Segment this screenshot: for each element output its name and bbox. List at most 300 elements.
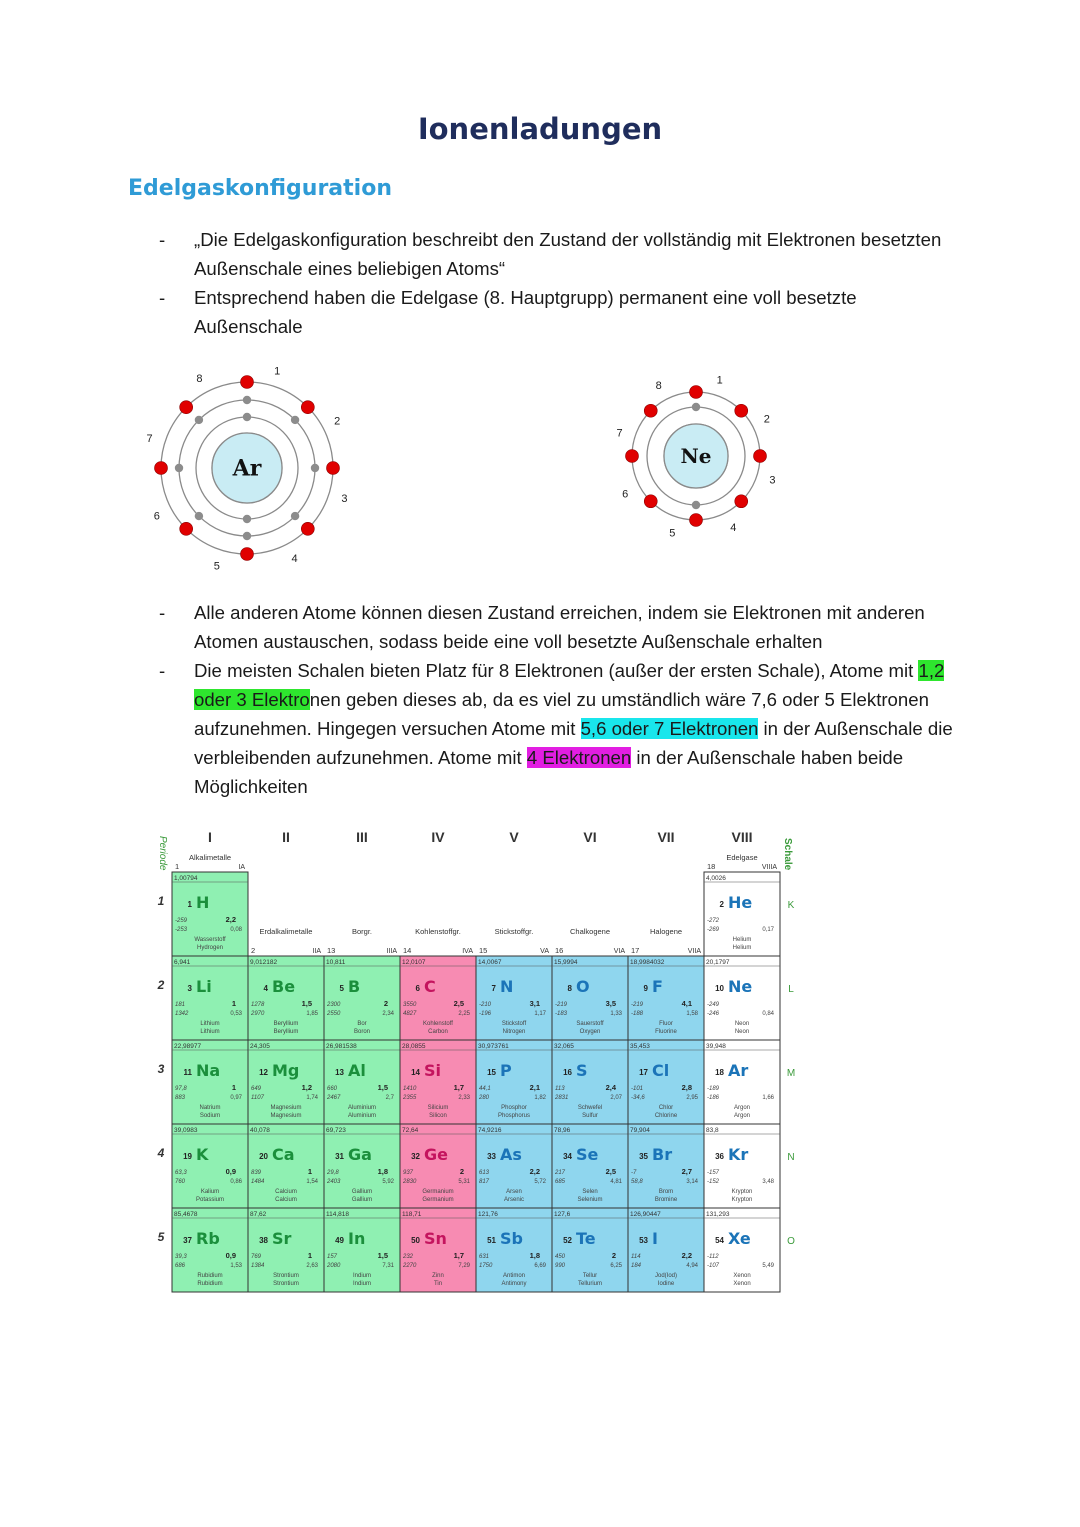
rule-text-2: nen geben dieses ab, da es viel zu umständlich wäre 7,6 oder 5 Elektronen aufzunehmen. Hingegen versuchen Atome mit [194, 689, 929, 739]
element-name: Sauerstoff [576, 1021, 604, 1027]
element-density: 3,48 [762, 1179, 774, 1185]
element-atomic-number: 34 [563, 1152, 572, 1161]
argon-inner-electron [195, 512, 203, 520]
element-density: 2,63 [306, 1263, 318, 1269]
element-melting-point: 63,3 [175, 1170, 187, 1176]
shell-letter: K [787, 900, 795, 911]
element-mass: 18,9984032 [630, 959, 665, 966]
element-name: Gallium [351, 1189, 373, 1195]
group-header: II [282, 829, 290, 845]
element-melting-point: 2300 [327, 1002, 341, 1008]
bullet-exchange: - Alle anderen Atome können diesen Zustand erreichen, indem sie Elektronen mit anderen Atomen austauschen, sodass beide eine voll besetzte Außenschale erhalten [155, 598, 955, 656]
element-melting-point: 660 [327, 1086, 338, 1092]
element-mass: 26,981538 [326, 1043, 357, 1050]
element-mass: 28,0855 [402, 1043, 426, 1050]
element-name: Phosphor [501, 1105, 527, 1111]
element-density: 0,08 [230, 927, 242, 933]
argon-outer-electron [327, 462, 340, 475]
element-atomic-number: 49 [335, 1236, 344, 1245]
element-density: 1,66 [762, 1095, 774, 1101]
element-melting-point: -272 [707, 918, 720, 924]
element-name: Rubidium [197, 1273, 223, 1279]
argon-outer-electron [301, 401, 314, 414]
group-number: 14 [403, 946, 412, 955]
element-melting-point: -157 [707, 1170, 720, 1176]
element-mass: 6,941 [174, 959, 191, 966]
neon-outer-electron [690, 514, 703, 527]
element-atomic-number: 12 [259, 1068, 268, 1077]
element-density: 3,14 [686, 1179, 698, 1185]
element-boiling-point: 817 [479, 1179, 490, 1185]
element-cell-mg [248, 1040, 324, 1124]
element-atomic-number: 53 [639, 1236, 648, 1245]
element-boiling-point: 990 [555, 1263, 566, 1269]
element-density: 1,54 [306, 1179, 318, 1185]
element-cell-bg [476, 1208, 552, 1292]
element-cell-bg [704, 872, 780, 956]
argon-inner-electron [311, 464, 319, 472]
element-cell-bg [704, 1124, 780, 1208]
element-melting-point: -210 [479, 1002, 492, 1008]
neon-inner-electron [692, 501, 700, 509]
shell-letter: L [788, 984, 794, 995]
element-symbol: H [196, 893, 210, 912]
element-mass: 121,76 [478, 1211, 498, 1218]
element-name-english: Iodine [657, 1281, 675, 1287]
element-name-english: Aluminium [347, 1113, 377, 1119]
element-atomic-number: 14 [411, 1068, 420, 1077]
argon-inner-electron [243, 413, 251, 421]
group-roman: IIIA [386, 948, 397, 955]
element-name: Magnesium [270, 1105, 302, 1111]
argon-inner-electron [243, 396, 251, 404]
argon-shell-svg [140, 360, 360, 575]
element-melting-point: -7 [631, 1170, 637, 1176]
element-electronegativity: 1,7 [453, 1251, 464, 1260]
element-name: Schwefel [577, 1105, 603, 1111]
element-name: Kohlenstoff [423, 1021, 453, 1027]
element-cell-bg [324, 1040, 400, 1124]
element-cell-si [400, 1040, 476, 1124]
argon-outer-electron [155, 462, 168, 475]
argon-electron-label: 2 [334, 415, 341, 428]
element-melting-point: 649 [251, 1086, 262, 1092]
element-cell-bg [400, 956, 476, 1040]
family-label: Halogene [649, 927, 683, 936]
page-title: Ionenladungen [417, 112, 663, 146]
element-name: Krypton [731, 1189, 753, 1195]
element-name: Jod(Iod) [654, 1273, 678, 1279]
element-electronegativity: 0,9 [225, 1167, 236, 1176]
element-electronegativity: 1,7 [453, 1083, 464, 1092]
element-name: Wasserstoff [194, 937, 226, 943]
element-name-english: Boron [353, 1029, 371, 1035]
element-cell-bg [552, 1208, 628, 1292]
element-name: Antimon [502, 1273, 526, 1279]
neon-electron-label: 3 [769, 474, 776, 487]
element-melting-point: 39,3 [175, 1254, 187, 1260]
element-cell-bg [172, 1124, 248, 1208]
element-melting-point: 29,8 [327, 1170, 339, 1176]
element-name-english: Bromine [654, 1197, 678, 1203]
element-density: 1,82 [534, 1095, 546, 1101]
element-melting-point: 1278 [251, 1002, 265, 1008]
element-melting-point: -101 [631, 1086, 644, 1092]
element-electronegativity: 2,8 [681, 1083, 692, 1092]
family-label: Edelgase [726, 853, 758, 862]
element-mass: 74,9216 [478, 1127, 502, 1134]
neon-electron-label: 8 [655, 380, 662, 393]
neon-outer-electron [644, 495, 657, 508]
element-electronegativity: 2,7 [681, 1167, 692, 1176]
element-symbol: O [576, 977, 590, 996]
element-cell-ca [248, 1124, 324, 1208]
element-symbol: Se [576, 1145, 599, 1164]
element-density: 2,95 [686, 1095, 698, 1101]
element-name-english: Helium [732, 945, 752, 951]
element-boiling-point: 1107 [251, 1095, 264, 1101]
element-name-english: Silicon [429, 1113, 447, 1119]
element-mass: 10,811 [326, 959, 346, 966]
element-melting-point: 113 [555, 1086, 565, 1092]
element-mass: 12,0107 [402, 959, 426, 966]
element-cell-se [552, 1124, 628, 1208]
element-cell-bg [172, 956, 248, 1040]
element-mass: 69,723 [326, 1127, 346, 1134]
element-boiling-point: 184 [631, 1263, 642, 1269]
element-cell-bg [248, 1040, 324, 1124]
element-symbol: Ar [728, 1061, 749, 1080]
element-cell-sr [248, 1208, 324, 1292]
element-name-english: Nitrogen [502, 1029, 526, 1035]
element-name: Selen [582, 1189, 598, 1195]
element-boiling-point: 1384 [251, 1263, 265, 1269]
shell-letter: M [786, 1068, 796, 1079]
period-number: 3 [157, 1062, 165, 1076]
element-mass: 22,98977 [174, 1043, 202, 1050]
element-mass: 9,012182 [250, 959, 278, 966]
element-name-english: Gallium [351, 1197, 373, 1203]
element-cell-o [552, 956, 628, 1040]
element-boiling-point: 2403 [327, 1179, 341, 1185]
element-density: 1,33 [610, 1011, 622, 1017]
element-symbol: Rb [196, 1229, 220, 1248]
element-density: 0,84 [762, 1011, 774, 1017]
element-name-english: Argon [733, 1113, 751, 1119]
element-name: Beryllium [273, 1021, 299, 1027]
element-cell-ne [704, 956, 780, 1040]
element-atomic-number: 33 [487, 1152, 496, 1161]
element-melting-point: -189 [707, 1086, 720, 1092]
element-symbol: K [196, 1145, 209, 1164]
element-cell-bg [552, 1124, 628, 1208]
element-melting-point: 769 [251, 1254, 262, 1260]
neon-electron-label: 2 [763, 413, 770, 426]
element-name-english: Carbon [428, 1029, 448, 1035]
rule-text-4: in der Außenschale haben beide Möglichkeiten [194, 747, 904, 797]
element-symbol: S [576, 1061, 588, 1080]
element-boiling-point: 2080 [327, 1263, 341, 1269]
element-cell-h [172, 872, 248, 956]
element-electronegativity: 2,2 [681, 1251, 692, 1260]
element-melting-point: -112 [707, 1254, 719, 1260]
element-atomic-number: 35 [639, 1152, 648, 1161]
element-cell-rb [172, 1208, 248, 1292]
element-atomic-number: 6 [415, 984, 420, 993]
element-melting-point: 181 [175, 1002, 186, 1008]
element-name: Silicium [427, 1105, 449, 1111]
element-melting-point: 114 [631, 1254, 641, 1260]
group-header: V [509, 829, 519, 845]
element-boiling-point: 686 [175, 1263, 186, 1269]
element-electronegativity: 1,5 [377, 1083, 388, 1092]
element-name-english: Strontium [273, 1281, 299, 1287]
element-atomic-number: 52 [563, 1236, 572, 1245]
element-electronegativity: 2 [383, 999, 388, 1008]
element-name: Kalium [200, 1189, 220, 1195]
argon-electron-label: 4 [291, 553, 298, 566]
family-label: Stickstoffgr. [494, 927, 534, 936]
element-density: 4,94 [686, 1263, 698, 1269]
element-symbol: Ge [424, 1145, 448, 1164]
element-boiling-point: 4827 [403, 1011, 417, 1017]
period-axis-label: Periode [157, 836, 168, 871]
element-symbol: Sn [424, 1229, 447, 1248]
bullet-electron-rule [155, 656, 955, 801]
element-name: Indium [352, 1273, 372, 1279]
element-name: Calcium [275, 1189, 297, 1195]
element-name: Argon [733, 1105, 751, 1111]
shell-letter: N [787, 1152, 795, 1163]
element-electronegativity: 2,5 [453, 999, 464, 1008]
element-cell-bg [172, 872, 248, 956]
element-atomic-number: 13 [335, 1068, 344, 1077]
rule-text-1: Die meisten Schalen bieten Platz für 8 Elektronen (außer der ersten Schale), Atome mit [194, 660, 919, 681]
element-electronegativity: 1 [231, 999, 236, 1008]
element-cell-bg [704, 956, 780, 1040]
neon-inner-electron [692, 403, 700, 411]
argon-inner-electron [195, 416, 203, 424]
element-mass: 14,0067 [478, 959, 502, 966]
element-boiling-point: -34,6 [631, 1095, 645, 1101]
element-name-english: Arsenic [503, 1197, 525, 1203]
element-symbol: Mg [272, 1061, 300, 1080]
element-atomic-number: 8 [567, 984, 572, 993]
element-boiling-point: 685 [555, 1179, 566, 1185]
argon-inner-electron [291, 416, 299, 424]
element-melting-point: 1410 [403, 1086, 417, 1092]
element-name-english: Neon [734, 1029, 750, 1035]
element-density: 1,58 [686, 1011, 698, 1017]
neon-shell-diagram [610, 370, 790, 545]
element-density: 2,33 [458, 1095, 470, 1101]
bullet-noble-gases: - Entsprechend haben die Edelgase (8. Hauptgrupp) permanent eine voll besetzte Außenschale [155, 283, 955, 341]
element-mass: 24,305 [250, 1043, 270, 1050]
element-boiling-point: 2467 [327, 1095, 341, 1101]
element-mass: 87,62 [250, 1211, 267, 1218]
element-boiling-point: 2355 [403, 1095, 417, 1101]
element-electronegativity: 4,1 [681, 999, 692, 1008]
element-atomic-number: 36 [715, 1152, 724, 1161]
element-name-english: Tin [433, 1281, 443, 1287]
element-atomic-number: 54 [715, 1236, 724, 1245]
element-name-english: Chlorine [654, 1113, 678, 1119]
element-melting-point: 232 [403, 1254, 414, 1260]
element-cell-k [172, 1124, 248, 1208]
element-name: Bor [357, 1021, 367, 1027]
group-header: I [208, 829, 212, 845]
element-symbol: Si [424, 1061, 442, 1080]
element-name-english: Antimony [501, 1281, 527, 1287]
period-number: 4 [157, 1146, 165, 1160]
argon-electron-label: 6 [153, 510, 160, 523]
neon-shell-svg [610, 370, 790, 545]
element-name: Stickstoff [501, 1021, 527, 1027]
element-cell-bg [248, 1124, 324, 1208]
element-atomic-number: 17 [639, 1068, 648, 1077]
element-cell-xe [704, 1208, 780, 1292]
element-name-english: Beryllium [273, 1029, 299, 1035]
highlight-4-electrons: 4 Elektronen [526, 747, 632, 768]
periodic-table-svg [150, 826, 810, 1296]
argon-electron-label: 7 [146, 432, 153, 445]
element-atomic-number: 38 [259, 1236, 268, 1245]
element-boiling-point: 760 [175, 1179, 186, 1185]
element-cell-ga [324, 1124, 400, 1208]
element-cell-te [552, 1208, 628, 1292]
element-melting-point: 937 [403, 1170, 414, 1176]
element-boiling-point: 2831 [555, 1095, 569, 1101]
element-density: 2,34 [382, 1011, 394, 1017]
argon-outer-electron [180, 522, 193, 535]
group-roman: VIA [613, 948, 625, 955]
element-cell-bg [552, 1040, 628, 1124]
element-name-english: Hydrogen [196, 945, 224, 951]
element-cell-bg [248, 1208, 324, 1292]
element-symbol: P [500, 1061, 512, 1080]
element-electronegativity: 1,8 [377, 1167, 388, 1176]
element-electronegativity: 3,1 [529, 999, 540, 1008]
element-density: 7,31 [382, 1263, 394, 1269]
shell-letter: O [787, 1236, 795, 1247]
element-symbol: I [652, 1229, 658, 1248]
group-roman: IVA [462, 948, 473, 955]
element-cell-bg [400, 1208, 476, 1292]
element-density: 1,53 [230, 1263, 242, 1269]
argon-inner-electron [175, 464, 183, 472]
argon-shell-diagram [140, 360, 360, 575]
element-boiling-point: -188 [631, 1011, 644, 1017]
argon-electron-label: 5 [213, 560, 220, 573]
argon-inner-electron [243, 515, 251, 523]
group-number: 15 [479, 946, 488, 955]
element-atomic-number: 18 [715, 1068, 724, 1077]
element-electronegativity: 1,8 [529, 1251, 540, 1260]
element-density: 5,31 [458, 1179, 470, 1185]
element-boiling-point: -183 [555, 1011, 568, 1017]
element-boiling-point: -253 [175, 927, 188, 933]
element-mass: 15,9994 [554, 959, 578, 966]
argon-electron-label: 1 [274, 365, 281, 378]
element-cell-bg [628, 1124, 704, 1208]
element-mass: 118,71 [402, 1211, 422, 1218]
element-symbol: Cl [652, 1061, 670, 1080]
element-cell-be [248, 956, 324, 1040]
element-symbol: F [652, 977, 663, 996]
element-electronegativity: 1,5 [377, 1251, 388, 1260]
element-electronegativity: 3,5 [605, 999, 616, 1008]
element-mass: 126,90447 [630, 1211, 661, 1218]
element-name: Germanium [422, 1189, 454, 1195]
element-mass: 39,948 [706, 1043, 726, 1050]
element-melting-point: -259 [175, 918, 188, 924]
argon-electron-label: 3 [341, 493, 348, 506]
element-boiling-point: -107 [707, 1263, 720, 1269]
highlight-5-6-7-electrons: 5,6 oder 7 Elektronen [580, 718, 759, 739]
group-number: 18 [707, 862, 716, 871]
family-label: Chalkogene [569, 927, 611, 936]
argon-symbol: Ar [232, 455, 262, 482]
element-mass: 32,065 [554, 1043, 574, 1050]
element-cell-in [324, 1208, 400, 1292]
shell-axis-label: Schale [782, 838, 793, 871]
element-atomic-number: 31 [335, 1152, 344, 1161]
element-atomic-number: 2 [719, 900, 724, 909]
element-mass: 85,4678 [174, 1211, 198, 1218]
element-cell-b [324, 956, 400, 1040]
element-electronegativity: 1 [231, 1083, 236, 1092]
element-boiling-point: -246 [707, 1011, 720, 1017]
element-atomic-number: 9 [643, 984, 648, 993]
element-density: 1,17 [534, 1011, 546, 1017]
group-number: 16 [555, 946, 564, 955]
element-cell-bg [476, 1124, 552, 1208]
element-boiling-point: 2830 [403, 1179, 417, 1185]
element-atomic-number: 1 [187, 900, 192, 909]
element-cell-na [172, 1040, 248, 1124]
argon-outer-electron [301, 522, 314, 535]
group-header: VIII [731, 829, 753, 845]
neon-outer-electron [690, 386, 703, 399]
element-atomic-number: 20 [259, 1152, 268, 1161]
element-cell-bg [324, 1124, 400, 1208]
element-cell-c [400, 956, 476, 1040]
element-electronegativity: 0,9 [225, 1251, 236, 1260]
element-melting-point: 97,8 [175, 1086, 187, 1092]
element-boiling-point: 2270 [403, 1263, 417, 1269]
element-boiling-point: 1750 [479, 1263, 493, 1269]
group-header: VII [657, 829, 675, 845]
element-name-english: Tellurium [577, 1281, 603, 1287]
periodic-table [150, 826, 810, 1296]
element-cell-kr [704, 1124, 780, 1208]
element-name: Chlor [658, 1105, 674, 1111]
element-electronegativity: 2,2 [225, 915, 236, 924]
group-number: 13 [327, 946, 336, 955]
group-header: III [356, 829, 368, 845]
element-cell-bg [552, 956, 628, 1040]
element-cell-p [476, 1040, 552, 1124]
element-mass: 35,453 [630, 1043, 650, 1050]
element-atomic-number: 19 [183, 1152, 192, 1161]
element-electronegativity: 1,5 [301, 999, 312, 1008]
group-roman: VA [540, 948, 549, 955]
family-label: Erdalkalimetalle [259, 927, 313, 936]
group-number: 2 [251, 946, 256, 955]
element-cell-al [324, 1040, 400, 1124]
element-name-english: Xenon [733, 1281, 751, 1287]
element-name: Zinn [432, 1273, 444, 1279]
